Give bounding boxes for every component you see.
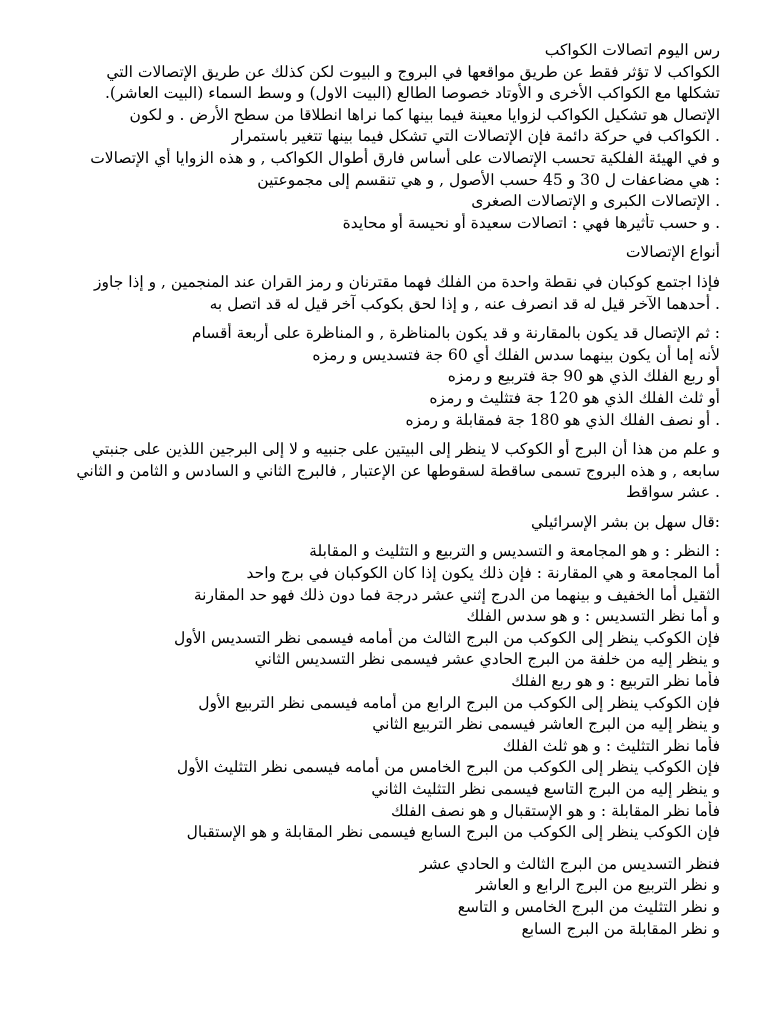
intro-line: . و حسب تأثيرها فهي : اتصالات سعيدة أو نحيسة أو محايدة	[342, 213, 720, 232]
summary-line: و نظر التثليث من البرج الخامس و التاسع	[457, 897, 720, 916]
document-title-line: رس اليوم اتصالات الكواكب	[544, 41, 720, 59]
aspect-line: لأنه إما أن يكون بينهما سدس الفلك أي 60 جة فتسديس و رمزه	[312, 345, 720, 364]
intro-line: . الإتصالات الكبرى و الإتصالات الصغرى	[471, 192, 720, 211]
aspect-line: : ثم الإتصال قد يكون بالمقارنة و قد يكون بالمناظرة , و المناظرة على أربعة أقسام	[191, 324, 720, 343]
sahl-line: فأما نظر المقابلة : و هو الإستقبال و هو نصف الفلك	[390, 801, 720, 820]
aspect-line: . أو نصف الفلك الذي هو 180 جة فمقابلة و رمزه	[405, 410, 720, 429]
sahl-line: و ينظر إليه من البرج التاسع فيسمى نظر التثليث الثاني	[371, 780, 720, 798]
sahl-heading: :قال سهل بن بشر الإسرائيلي	[530, 512, 720, 531]
summary-line: و نظر التربيع من البرج الرابع و العاشر	[475, 876, 720, 895]
intro-line: : هي مضاعفات ل 30 و 45 حسب الأصول , و هي تنقسم إلى مجموعتين	[257, 170, 720, 189]
remote-signs-section	[58, 439, 720, 504]
sahl-line: فإن الكوكب ينظر إلى الكوكب من البرج السابع فيسمى نظر المقابلة و هو الإستقبال	[186, 823, 720, 842]
intro-line: تشكلها مع الكواكب الأخرى و الأوتاد خصوصا الطالع (البيت الاول) و وسط السماء (البيت العاشر).	[104, 84, 720, 103]
sahl-line: فإن الكوكب ينظر إلى الكوكب من البرج الخامس من أمامه فيسمى نظر التثليث الأول	[176, 758, 720, 777]
remote-signs-line: سابعه , و هذه البروج تسمى ساقطة لسقوطها عن الإعتبار , فالبرج الثاني و السادس و الثامن و الثاني	[76, 461, 720, 480]
conjunction-line: فإذا اجتمع كوكبان في نقطة واحدة من الفلك فهما مقترنان و رمز القران عند المنجمين , و إذا جاوز	[94, 272, 720, 291]
intro-line: الكواكب لا تؤثر فقط عن طريق مواقعها في البروج و البيوت لكن كذلك عن طريق الإتصالات التي	[106, 62, 720, 81]
sahl-line: فإن الكوكب ينظر إلى الكوكب من البرج الثالث من أمامه فيسمى نظر التسديس الأول	[174, 628, 720, 647]
sahl-line: أما المجامعة و هي المقارنة : فإن ذلك يكون إذا كان الكوكبان في برج واحد	[246, 564, 720, 583]
sahl-line: فأما نظر التربيع : و هو ربع الفلك	[511, 672, 720, 691]
sahl-line: و ينظر إليه من البرج العاشر فيسمى نظر التربيع الثاني	[372, 715, 720, 734]
intro-line: الإتصال هو تشكيل الكواكب لزوايا معينة فيما بينها كما نراها انطلاقا من سطح الأرض . و لكون	[129, 105, 720, 124]
types-section	[58, 242, 720, 315]
summary-line: و نظر المقابلة من البرج السابع	[521, 919, 720, 938]
sahl-line: فإن الكوكب ينظر إلى الكوكب من البرج الرابع من أمامه فيسمى نظر التربيع الأول	[198, 693, 720, 712]
aspect-line: أو ثلث الفلك الذي هو 120 جة فتثليث و رمزه	[429, 388, 720, 407]
sahl-line: : النظر : و هو المجامعة و التسديس و التربيع و التثليث و المقابلة	[309, 542, 720, 561]
summary-section	[58, 854, 720, 940]
sahl-line: و ينظر إليه من خلفة من البرج الحادي عشر فيسمى نظر التسديس الثاني	[254, 650, 720, 669]
document-page	[58, 40, 720, 940]
sahl-line: فأما نظر التثليث : و هو ثلث الفلك	[502, 736, 720, 755]
sahl-section	[58, 512, 720, 844]
summary-line: فنظر التسديس من البرج الثالث و الحادي عشر	[419, 854, 720, 873]
aspect-line: أو ربع الفلك الذي هو 90 جة فتربيع و رمزه	[447, 367, 720, 386]
remote-signs-line: . عشر سواقط	[626, 483, 720, 502]
remote-signs-line: و علم من هذا أن البرج أو الكوكب لا ينظر إلى البيتين على جنبيه و لا إلى البرجين اللذين على جنبتي	[91, 440, 720, 459]
aspects-section	[58, 323, 720, 431]
intro-line: . الكواكب في حركة دائمة فإن الإتصالات التي تشكل فيما بينها تتغير باستمرار	[231, 127, 720, 146]
types-heading: أنواع الإتصالات	[625, 243, 720, 262]
intro-line: و في الهيئة الفلكية تحسب الإتصالات على أساس فارق أطوال الكواكب , و هذه الزوايا أي الإتصالات	[90, 148, 720, 167]
sahl-line: و أما نظر التسديس : و هو سدس الفلك	[466, 607, 720, 626]
sahl-line: الثقيل أما الخفيف و بينهما من الدرج إثني عشر درجة فما دون ذلك فهو حد المقارنة	[193, 585, 720, 604]
conjunction-line: . أحدهما الآخر قيل له قد انصرف عنه , و إذا لحق بكوكب آخر قيل له قد اتصل به	[209, 294, 720, 313]
intro-section	[58, 40, 720, 234]
